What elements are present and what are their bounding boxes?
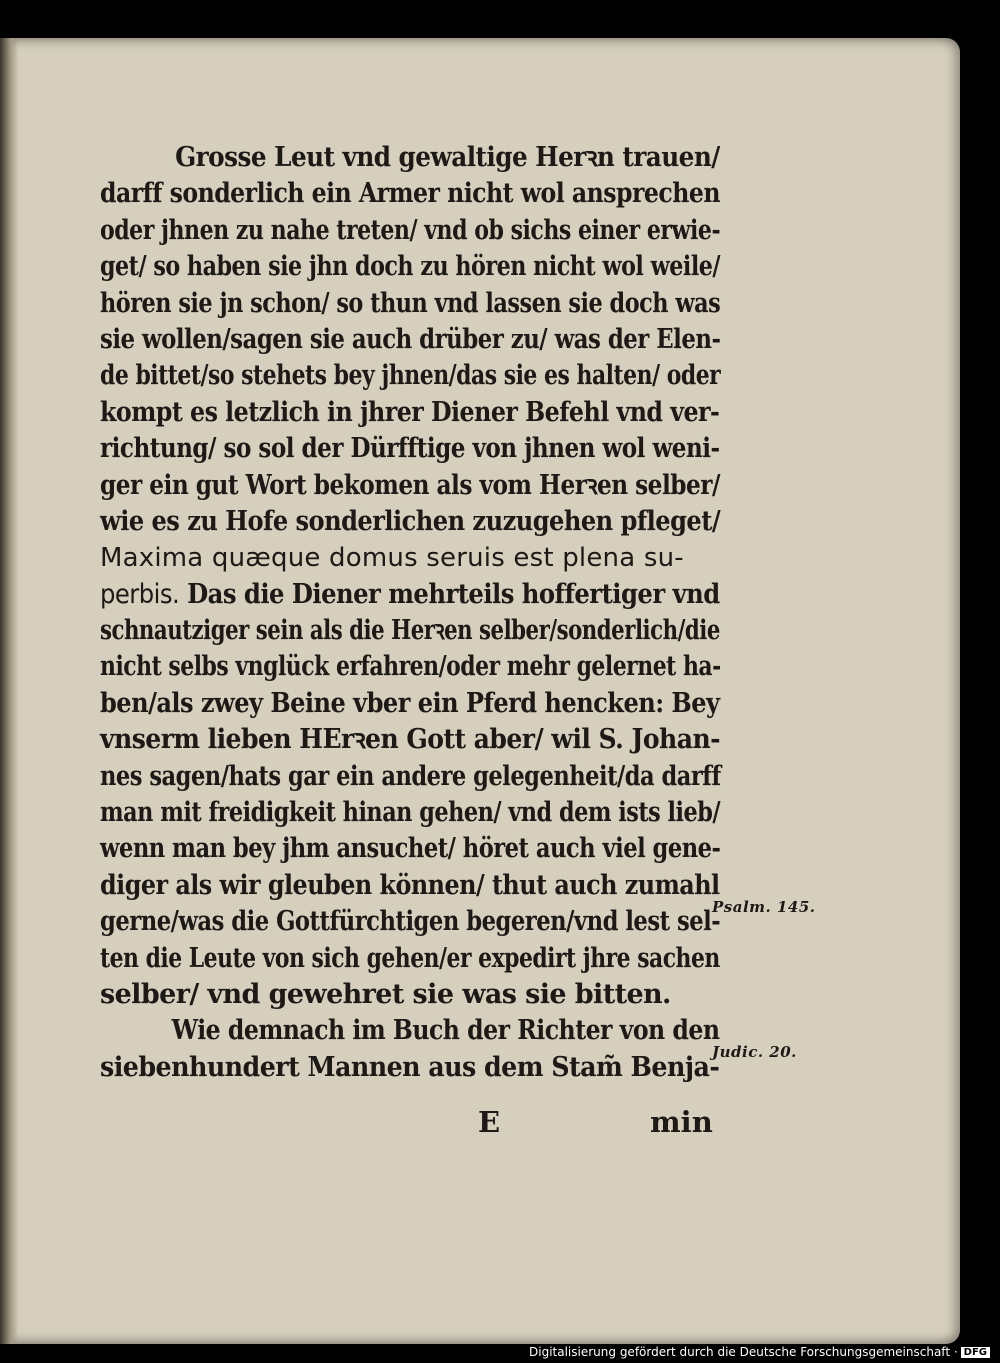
text-line-continuation: Das die Diener mehrteils hoffertiger vnd: [179, 578, 720, 610]
text-line: [100, 577, 720, 613]
page-bottom-marks: [0, 1105, 1000, 1145]
text-line: ten die Leute von sich gehen/er expedirt jhre sachen: [100, 942, 720, 974]
digitization-credit: [0, 1345, 990, 1359]
latin-quote-end: perbis.: [100, 578, 180, 610]
text-line: ger ein gut Wort bekomen als vom Herꝛen selber/: [100, 469, 720, 501]
text-line: wie es zu Hofe sonderlichen zuzugehen pfleget/: [100, 505, 721, 537]
margin-note-judges: Judic. 20.: [712, 1043, 797, 1061]
page-text-block: [100, 140, 720, 1086]
text-line: vnserm lieben HErꝛen Gott aber/ wil S. Johan-: [100, 724, 721, 756]
text-line: diger als wir gleuben können/ thut auch zumahl: [100, 869, 720, 901]
latin-quote-line: Maxima quæque domus seruis est plena su-: [100, 543, 684, 574]
text-line: ben/als zwey Beine vber ein Pferd hencken: Bey: [100, 687, 720, 719]
text-line: get/ so haben sie jhn doch zu hören nicht wol weile/: [100, 251, 721, 283]
text-line: nes sagen/hats gar ein andere gelegenheit/da darff: [100, 760, 721, 792]
text-line: nicht selbs vnglück erfahren/oder mehr gelernet ha-: [100, 651, 721, 683]
text-line: wenn man bey jhm ansuchet/ höret auch viel gene-: [100, 833, 721, 865]
signature-mark: E: [478, 1105, 501, 1139]
page-gutter-shadow: [0, 38, 18, 1344]
text-line: siebenhundert Mannen aus dem Stam̃ Benja-: [100, 1051, 720, 1083]
text-line: oder jhnen zu nahe treten/ vnd ob sichs einer erwie-: [100, 214, 721, 246]
text-line: Grosse Leut vnd gewaltige Herꝛn trauen/: [175, 142, 720, 173]
catchword: min: [650, 1105, 713, 1139]
text-line: hören sie jn schon/ so thun vnd lassen sie doch was: [100, 287, 721, 319]
text-line: richtung/ so sol der Dürfftige von jhnen wol weni-: [100, 433, 720, 465]
text-line: Wie demnach im Buch der Richter von den: [171, 1015, 720, 1047]
credit-text: Digitalisierung gefördert durch die Deutsche Forschungsgemeinschaft ·: [529, 1345, 958, 1359]
text-line: sie wollen/sagen sie auch drüber zu/ was der Elen-: [100, 323, 721, 355]
margin-note-psalm: Psalm. 145.: [712, 898, 816, 916]
text-line: man mit freidigkeit hinan gehen/ vnd dem ists lieb/: [100, 797, 721, 829]
text-line: schnautziger sein als die Herꝛen selber/sonderlich/die: [100, 615, 720, 647]
text-line: darff sonderlich ein Armer nicht wol ansprechen: [100, 178, 720, 210]
text-line: kompt es letzlich in jhrer Diener Befehl vnd ver-: [100, 396, 720, 428]
text-line: selber/ vnd gewehret sie was sie bitten.: [100, 978, 671, 1010]
text-line: de bittet/so stehets bey jhnen/das sie es halten/ oder: [100, 360, 721, 392]
dfg-logo: DFG: [961, 1347, 990, 1358]
text-line: gerne/was die Gottfürchtigen begeren/vnd lest sel-: [100, 906, 721, 938]
